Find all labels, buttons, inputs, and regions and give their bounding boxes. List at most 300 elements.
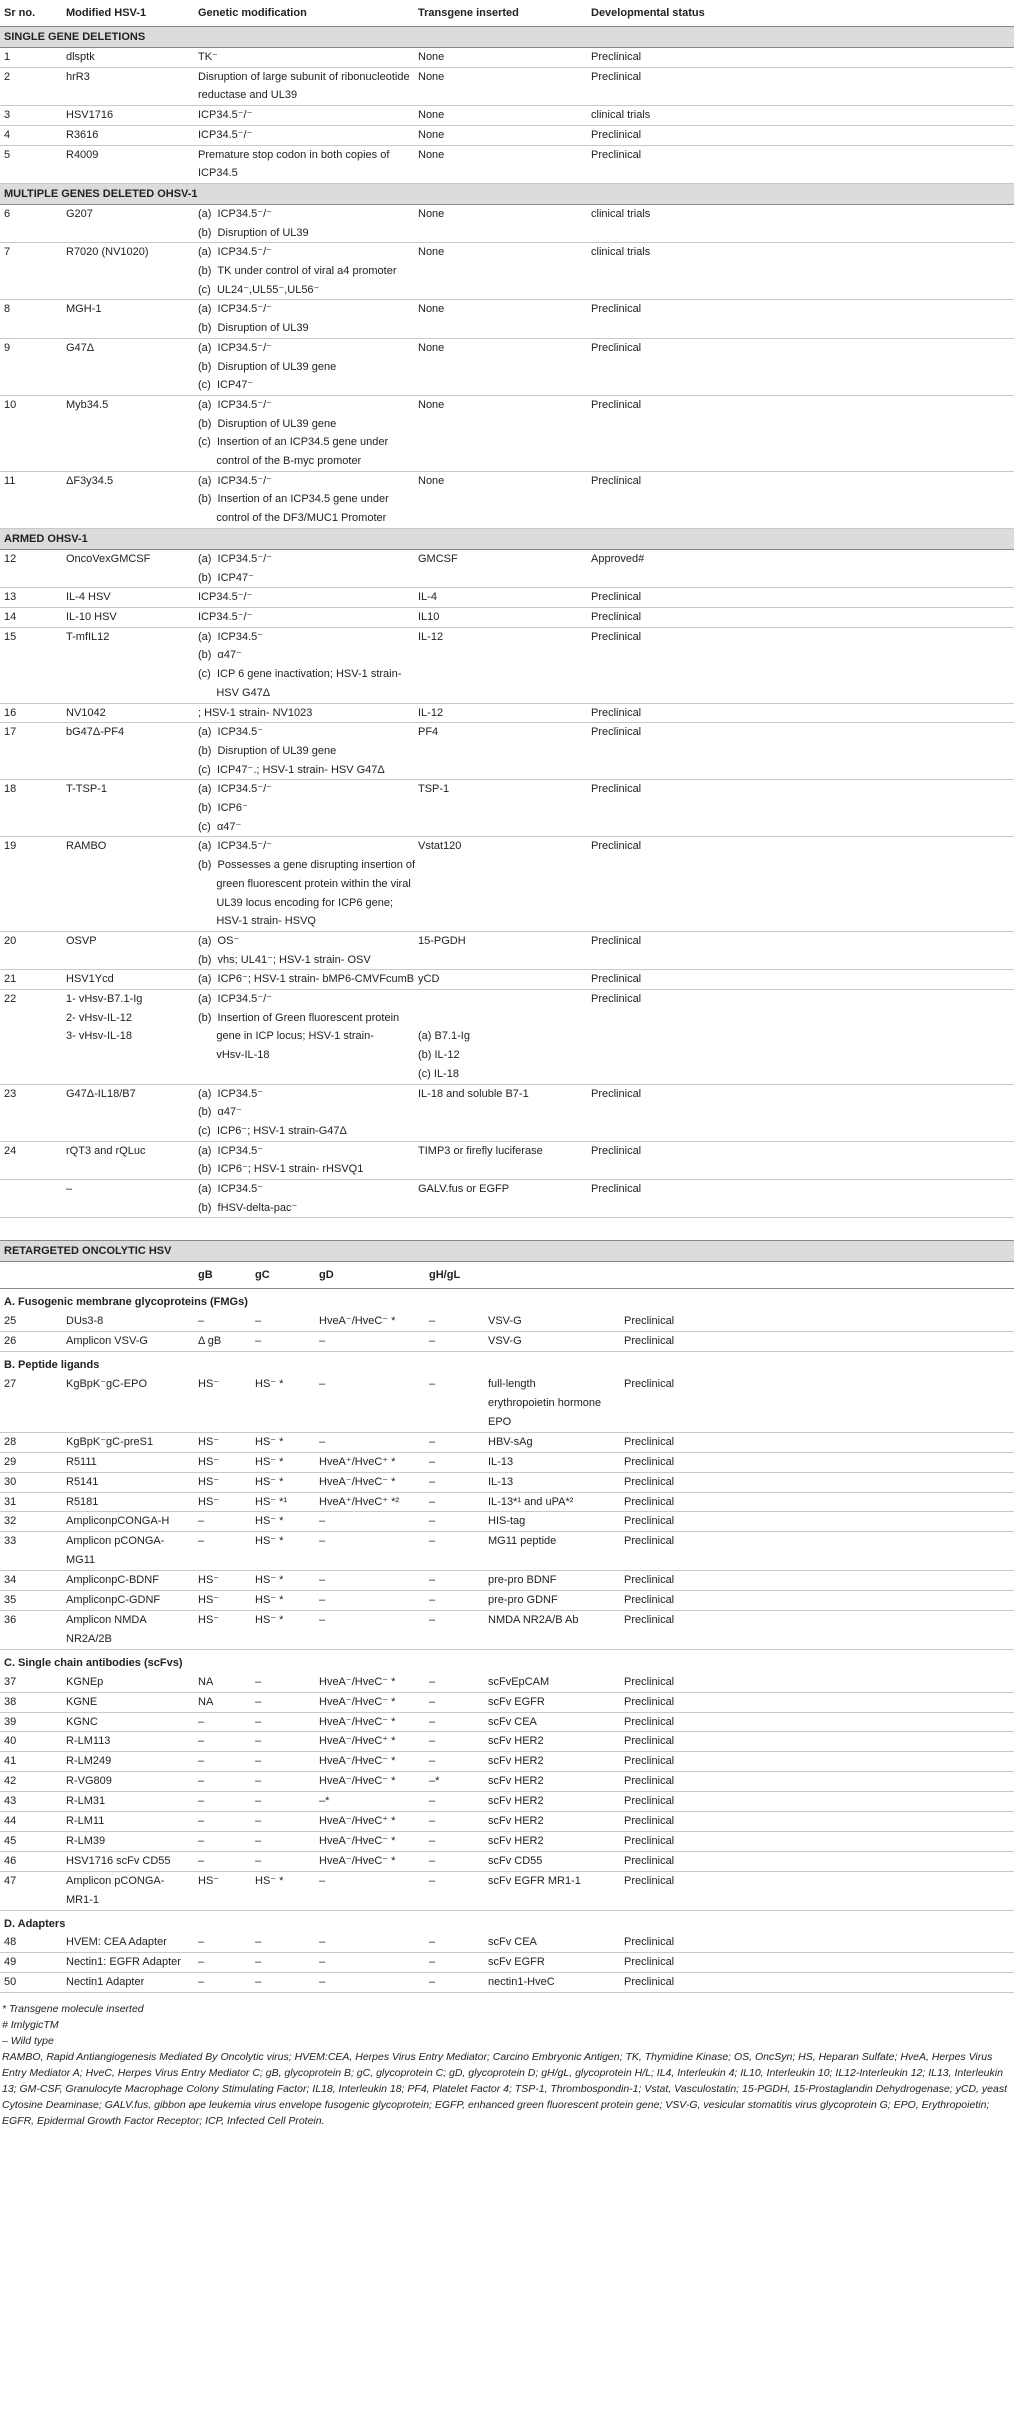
table-row [0, 204, 1014, 242]
gC-cell: – [251, 1973, 315, 1993]
virus-name: R-LM11 [62, 1812, 194, 1832]
sr-cell: 50 [0, 1973, 62, 1993]
sr-cell: 45 [0, 1831, 62, 1851]
genetic-modification [194, 780, 414, 837]
modification-line: (a) OS⁻ [198, 934, 240, 947]
transgene: full-length erythropoietin hormone EPO [484, 1375, 620, 1432]
transgene: HIS-tag [484, 1512, 620, 1532]
transgene: IL-13*¹ and uPA*² [484, 1492, 620, 1512]
genetic-modification [194, 837, 414, 932]
sr-cell: 34 [0, 1571, 62, 1591]
status: clinical trials [587, 106, 1014, 126]
transgene: TIMP3 or firefly luciferase [414, 1141, 587, 1179]
gC-cell: – [251, 1312, 315, 1331]
gHgL-cell: – [425, 1452, 484, 1472]
virus-name: AmpliconpC-GDNF [62, 1591, 194, 1611]
modification-line: (b) α47⁻ [198, 1106, 242, 1119]
virus-name: Nectin1 Adapter [62, 1973, 194, 1993]
gHgL-cell: – [425, 1732, 484, 1752]
transgene: scFv EGFR [484, 1692, 620, 1712]
modification-line: (a) ICP6⁻; HSV-1 strain- bMP6-CMVFcumB [198, 973, 415, 986]
gB-cell: HS⁻ [194, 1472, 251, 1492]
gHgL-cell: –* [425, 1772, 484, 1792]
section-title [0, 528, 1014, 549]
status: Preclinical [620, 1851, 1014, 1871]
gD-cell: – [315, 1871, 425, 1910]
sr-cell: 29 [0, 1452, 62, 1472]
modification-line: (a) ICP34.5⁻/⁻ [198, 474, 272, 487]
transgene: VSV-G [484, 1332, 620, 1352]
status: Preclinical [620, 1610, 1014, 1649]
status: Preclinical [620, 1752, 1014, 1772]
status: Preclinical [587, 471, 1014, 528]
gD-cell: – [315, 1933, 425, 1952]
gHgL-cell: – [425, 1673, 484, 1692]
group-title-text: A. Fusogenic membrane glycoproteins (FMGs) [4, 1296, 248, 1309]
gB-cell: NA [194, 1692, 251, 1712]
gHgL-cell: – [425, 1792, 484, 1812]
gHgL-cell: – [425, 1591, 484, 1611]
table-row [0, 1673, 1014, 1692]
table-row [0, 1472, 1014, 1492]
transgene: pre-pro BDNF [484, 1571, 620, 1591]
gB-cell: NA [194, 1673, 251, 1692]
modification-line: (a) ICP34.5⁻/⁻ [198, 552, 272, 565]
gC-cell: HS⁻ * [251, 1452, 315, 1472]
status: Preclinical [620, 1712, 1014, 1732]
modification-line: control of the DF3/MUC1 Promoter [198, 512, 387, 525]
group-title-text: B. Peptide ligands [4, 1359, 100, 1372]
gC-cell: HS⁻ * [251, 1871, 315, 1910]
virus-name: OSVP [62, 931, 194, 969]
virus-name: R7020 (NV1020) [62, 243, 194, 300]
genetic-modification [194, 395, 414, 471]
sr-cell: 46 [0, 1851, 62, 1871]
gC-cell: – [251, 1732, 315, 1752]
header-status: Developmental status [587, 0, 1014, 27]
table-row [0, 1933, 1014, 1952]
virus-name: OncoVexGMCSF [62, 549, 194, 587]
transgene: None [414, 243, 587, 300]
transgene: None [414, 471, 587, 528]
gHgL-cell: – [425, 1610, 484, 1649]
transgene: IL-12 [414, 627, 587, 703]
status: Preclinical [620, 1591, 1014, 1611]
gD-cell: – [315, 1591, 425, 1611]
sr-cell: 16 [0, 703, 62, 723]
virus-name: R-LM113 [62, 1732, 194, 1752]
genetic-modification [194, 1141, 414, 1179]
virus-name: Nectin1: EGFR Adapter [62, 1953, 194, 1973]
transgene: GMCSF [414, 549, 587, 587]
group-title [0, 1352, 1014, 1375]
sr-cell: 13 [0, 588, 62, 608]
table-row [0, 1452, 1014, 1472]
transgene: None [414, 48, 587, 68]
virus-name: Amplicon VSV-G [62, 1332, 194, 1352]
modification-line: (b) Insertion of an ICP34.5 gene under [198, 493, 389, 506]
status: Preclinical [587, 931, 1014, 969]
status: Preclinical [620, 1452, 1014, 1472]
status: Preclinical [587, 125, 1014, 145]
transgene: NMDA NR2A/B Ab [484, 1610, 620, 1649]
modification-line: (c) ICP47⁻.; HSV-1 strain- HSV G47Δ [198, 763, 385, 776]
group-title [0, 1649, 1014, 1672]
transgene: scFv HER2 [484, 1752, 620, 1772]
genetic-modification [194, 204, 414, 242]
table-row [0, 970, 1014, 990]
gC-cell: HS⁻ * [251, 1375, 315, 1432]
transgene: scFv EGFR [484, 1953, 620, 1973]
footnote: # ImlygicTM [2, 2019, 59, 2032]
table-row [0, 1953, 1014, 1973]
transgene: PF4 [414, 723, 587, 780]
genetic-modification [194, 588, 414, 608]
table-row [0, 703, 1014, 723]
status: Approved# [587, 549, 1014, 587]
virus-name: dlsptk [62, 48, 194, 68]
genetic-modification [194, 970, 414, 990]
status: clinical trials [587, 204, 1014, 242]
status: clinical trials [587, 243, 1014, 300]
modification-line: (b) vhs; UL41⁻; HSV-1 strain- OSV [198, 953, 371, 966]
virus-name: R5141 [62, 1472, 194, 1492]
virus-name: KgBpK⁻gC-EPO [62, 1375, 194, 1432]
genetic-modification [194, 106, 414, 126]
sr-cell: 17 [0, 723, 62, 780]
genetic-modification [194, 990, 414, 1085]
virus-name: – [62, 1180, 194, 1218]
sr-cell: 27 [0, 1375, 62, 1432]
genetic-modification [194, 300, 414, 338]
table-row [0, 588, 1014, 608]
status: Preclinical [587, 338, 1014, 395]
status: Preclinical [620, 1512, 1014, 1532]
table-row [0, 1692, 1014, 1712]
virus-name: ΔF3y34.5 [62, 471, 194, 528]
gB-cell: – [194, 1772, 251, 1792]
gC-cell: – [251, 1792, 315, 1812]
gC-cell: HS⁻ * [251, 1512, 315, 1532]
sr-cell: 11 [0, 471, 62, 528]
sr-cell: 15 [0, 627, 62, 703]
sr-cell: 49 [0, 1953, 62, 1973]
gHgL-cell: – [425, 1472, 484, 1492]
sr-cell: 28 [0, 1432, 62, 1452]
modification-line: (a) ICP34.5⁻ [198, 630, 264, 643]
table-row [0, 1610, 1014, 1649]
gB-cell: HS⁻ [194, 1375, 251, 1432]
table-row [0, 1812, 1014, 1832]
table-row [0, 300, 1014, 338]
virus-name: KGNEp [62, 1673, 194, 1692]
status: Preclinical [620, 1673, 1014, 1692]
table-row [0, 1432, 1014, 1452]
gB-cell: – [194, 1973, 251, 1993]
gD-cell: – [315, 1953, 425, 1973]
status: Preclinical [587, 48, 1014, 68]
genetic-modification [194, 1180, 414, 1218]
gB-cell: – [194, 1512, 251, 1532]
gD-cell: – [315, 1375, 425, 1432]
sr-cell: 12 [0, 549, 62, 587]
modification-line: Premature stop codon in both copies of [198, 148, 390, 161]
gC-cell: HS⁻ * [251, 1432, 315, 1452]
modification-line: ICP34.5⁻/⁻ [198, 109, 253, 122]
gC-cell: – [251, 1673, 315, 1692]
transgene: 15-PGDH [414, 931, 587, 969]
transgene: GALV.fus or EGFP [414, 1180, 587, 1218]
header-genetic: Genetic modification [194, 0, 414, 27]
group-title-text: C. Single chain antibodies (scFvs) [4, 1656, 183, 1669]
genetic-modification [194, 627, 414, 703]
gD-cell: HveA⁻/HveC⁻ * [315, 1472, 425, 1492]
table-row [0, 1532, 1014, 1571]
genetic-modification [194, 145, 414, 183]
modification-line: (c) Insertion of an ICP34.5 gene under [198, 436, 389, 449]
virus-name: AmpliconpCONGA-H [62, 1512, 194, 1532]
virus-name: RAMBO [62, 837, 194, 932]
sr-cell: 32 [0, 1512, 62, 1532]
status: Preclinical [587, 588, 1014, 608]
transgene: MG11 peptide [484, 1532, 620, 1571]
gD-cell: HveA⁻/HveC⁺ * [315, 1812, 425, 1832]
virus-name: G47Δ [62, 338, 194, 395]
virus-name: KgBpK⁻gC-preS1 [62, 1432, 194, 1452]
status: Preclinical [587, 970, 1014, 990]
gD-cell: – [315, 1532, 425, 1571]
transgene: None [414, 204, 587, 242]
modification-line: (b) TK under control of viral a4 promoter [198, 265, 397, 278]
modification-line: green fluorescent protein within the viral [198, 877, 411, 890]
sr-cell: 20 [0, 931, 62, 969]
gC-cell: – [251, 1933, 315, 1952]
modification-line: HSV G47Δ [198, 686, 271, 699]
table-header [0, 0, 1014, 27]
status: Preclinical [587, 990, 1014, 1085]
status: Preclinical [620, 1831, 1014, 1851]
modification-line: ICP34.5⁻/⁻ [198, 591, 253, 604]
gHgL-cell: – [425, 1332, 484, 1352]
gC-cell: – [251, 1953, 315, 1973]
status: Preclinical [587, 1141, 1014, 1179]
table-row [0, 1571, 1014, 1591]
gHgL-cell: – [425, 1312, 484, 1331]
sr-cell: 6 [0, 204, 62, 242]
transgene: IL10 [414, 607, 587, 627]
table-row [0, 1375, 1014, 1432]
gD-cell: – [315, 1332, 425, 1352]
modification-line: ICP34.5⁻/⁻ [198, 610, 253, 623]
table-row [0, 1792, 1014, 1812]
modification-line: (c) UL24⁻,UL55⁻,UL56⁻ [198, 283, 320, 296]
sr-cell: 31 [0, 1492, 62, 1512]
transgene: None [414, 395, 587, 471]
gC-cell: HS⁻ * [251, 1571, 315, 1591]
sr-cell: 39 [0, 1712, 62, 1732]
modification-line: reductase and UL39 [198, 89, 298, 102]
table-row [0, 48, 1014, 68]
transgene: IL-4 [414, 588, 587, 608]
transgene: IL-12 [414, 703, 587, 723]
gB-cell: HS⁻ [194, 1871, 251, 1910]
sr-cell: 44 [0, 1812, 62, 1832]
gB-cell: – [194, 1812, 251, 1832]
sr-cell: 1 [0, 48, 62, 68]
virus-name: R4009 [62, 145, 194, 183]
gB-cell: Δ gB [194, 1332, 251, 1352]
virus-name: R-VG809 [62, 1772, 194, 1792]
gHgL-cell: – [425, 1953, 484, 1973]
table-row [0, 549, 1014, 587]
table-row [0, 471, 1014, 528]
modification-line: (b) Disruption of UL39 gene [198, 360, 337, 373]
gC-cell: – [251, 1752, 315, 1772]
header-gB: gB [194, 1262, 251, 1289]
modification-line: (b) Insertion of Green fluorescent protein [198, 1011, 400, 1024]
gC-cell: – [251, 1831, 315, 1851]
virus-name: Amplicon pCONGA-MG11 [62, 1532, 194, 1571]
modification-line: ICP34.5⁻/⁻ [198, 128, 253, 141]
gB-cell: – [194, 1953, 251, 1973]
sr-cell: 2 [0, 67, 62, 105]
modification-line: control of the B-myc promoter [198, 455, 362, 468]
virus-name: HSV1716 scFv CD55 [62, 1851, 194, 1871]
sr-cell: 42 [0, 1772, 62, 1792]
footnote: – Wild type [2, 2035, 54, 2048]
virus-name: KGNC [62, 1712, 194, 1732]
table-row [0, 338, 1014, 395]
table-row [0, 1591, 1014, 1611]
status: Preclinical [587, 395, 1014, 471]
transgene: scFv HER2 [484, 1812, 620, 1832]
virus-name: R5181 [62, 1492, 194, 1512]
header-gHgL: gH/gL [425, 1262, 484, 1289]
modification-line: (b) Disruption of UL39 [198, 226, 309, 239]
gB-cell: – [194, 1712, 251, 1732]
group-title [0, 1289, 1014, 1312]
sr-cell: 30 [0, 1472, 62, 1492]
header-sr: Sr no. [0, 0, 62, 27]
gC-cell: – [251, 1812, 315, 1832]
gB-cell: HS⁻ [194, 1610, 251, 1649]
retargeted-table [0, 1240, 1014, 1993]
table-row [0, 1831, 1014, 1851]
transgene: IL-13 [484, 1472, 620, 1492]
gD-cell: – [315, 1432, 425, 1452]
status: Preclinical [620, 1812, 1014, 1832]
modification-line: (a) ICP34.5⁻ [198, 1087, 264, 1100]
gC-cell: HS⁻ * [251, 1532, 315, 1571]
header-gD: gD [315, 1262, 425, 1289]
gD-cell: HveA⁻/HveC⁻ * [315, 1712, 425, 1732]
section-title-text: ARMED OHSV-1 [0, 528, 1014, 549]
genetic-modification [194, 703, 414, 723]
table-row [0, 1871, 1014, 1910]
genetic-modification [194, 549, 414, 587]
sr-cell: 47 [0, 1871, 62, 1910]
gB-cell: – [194, 1312, 251, 1331]
table-row [0, 1772, 1014, 1792]
genetic-modification [194, 67, 414, 105]
modification-line: vHsv-IL-18 [198, 1049, 270, 1062]
table-row [0, 780, 1014, 837]
virus-name: R-LM31 [62, 1792, 194, 1812]
table-row [0, 243, 1014, 300]
transgene: None [414, 125, 587, 145]
status: Preclinical [587, 300, 1014, 338]
sr-cell: 14 [0, 607, 62, 627]
sr-cell: 24 [0, 1141, 62, 1179]
virus-name: G207 [62, 204, 194, 242]
gC-cell: – [251, 1692, 315, 1712]
virus-name: rQT3 and rQLuc [62, 1141, 194, 1179]
sr-cell: 7 [0, 243, 62, 300]
group-title-text: D. Adapters [4, 1917, 66, 1930]
virus-name: IL-10 HSV [62, 607, 194, 627]
gD-cell: HveA⁻/HveC⁻ * [315, 1752, 425, 1772]
modification-line: (b) α47⁻ [198, 649, 242, 662]
table-row [0, 395, 1014, 471]
transgene: scFv HER2 [484, 1732, 620, 1752]
header-gC: gC [251, 1262, 315, 1289]
table-row [0, 1851, 1014, 1871]
status: Preclinical [587, 1084, 1014, 1141]
virus-name: Myb34.5 [62, 395, 194, 471]
table-row [0, 1712, 1014, 1732]
status: Preclinical [620, 1472, 1014, 1492]
modification-line: (a) ICP34.5⁻/⁻ [198, 303, 272, 316]
gHgL-cell: – [425, 1871, 484, 1910]
transgene: Vstat120 [414, 837, 587, 932]
status: Preclinical [620, 1772, 1014, 1792]
gD-cell: – [315, 1512, 425, 1532]
transgene: None [414, 106, 587, 126]
status: Preclinical [587, 607, 1014, 627]
status: Preclinical [587, 837, 1014, 932]
modification-line: ICP34.5 [198, 167, 238, 180]
gC-cell: HS⁻ * [251, 1610, 315, 1649]
gD-cell: HveA⁻/HveC⁻ * [315, 1831, 425, 1851]
sr-cell: 38 [0, 1692, 62, 1712]
gHgL-cell: – [425, 1512, 484, 1532]
modification-line: (a) ICP34.5⁻ [198, 1144, 264, 1157]
genetic-modification [194, 723, 414, 780]
modification-line: (b) Possesses a gene disrupting insertion of [198, 859, 416, 872]
gB-cell: – [194, 1792, 251, 1812]
gB-cell: HS⁻ [194, 1432, 251, 1452]
section-title [0, 27, 1014, 48]
status: Preclinical [620, 1492, 1014, 1512]
sr-cell: 26 [0, 1332, 62, 1352]
gHgL-cell: – [425, 1492, 484, 1512]
table-row [0, 931, 1014, 969]
gC-cell: HS⁻ * [251, 1472, 315, 1492]
gHgL-cell: – [425, 1851, 484, 1871]
table-row [0, 145, 1014, 183]
sr-cell: 48 [0, 1933, 62, 1952]
virus-name: hrR3 [62, 67, 194, 105]
gHgL-cell: – [425, 1973, 484, 1993]
gB-cell: – [194, 1532, 251, 1571]
status: Preclinical [620, 1571, 1014, 1591]
virus-name: AmpliconpC-BDNF [62, 1571, 194, 1591]
gD-cell: HveA⁻/HveC⁻ * [315, 1772, 425, 1792]
modification-line: (a) ICP34.5⁻/⁻ [198, 398, 272, 411]
genetic-modification [194, 125, 414, 145]
table-row [0, 1752, 1014, 1772]
transgene: VSV-G [484, 1312, 620, 1331]
